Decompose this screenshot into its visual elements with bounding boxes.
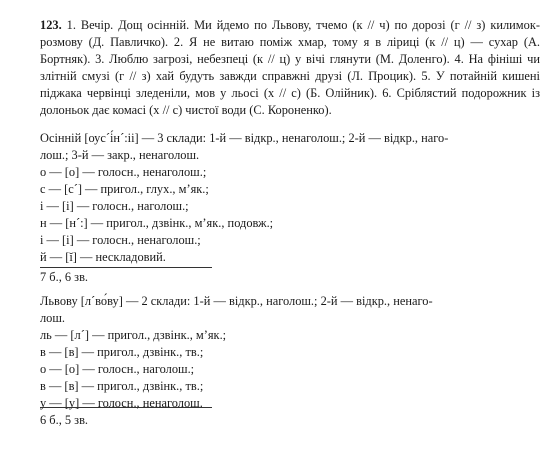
analysis-line: ль — [л´] — пригол., дзвінк., м’як.; (40, 328, 227, 342)
analysis-line: о — [о] — голосн., наголош.; (40, 362, 195, 376)
exercise-number: 123. (40, 18, 62, 32)
analysis-line: Львову [л´во́ву] — 2 склади: 1-й — відкр., наголош.; 2-й — відкр., ненаго- (40, 294, 433, 308)
analysis-line: у — [у] — голосн., ненаголош. (40, 396, 203, 410)
analysis-line: Осінній [оус´і́н´:іі] — 3 склади: 1-й — відкр., ненаголош.; 2-й — відкр., наго- (40, 131, 449, 145)
analysis-line: в — [в] — пригол., дзвінк., тв.; (40, 345, 204, 359)
analysis-line: с — [с´] — пригол., глух., м’як.; (40, 182, 209, 196)
analysis-line: лош.; 3-й — закр., ненаголош. (40, 148, 200, 162)
exercise-paragraph (40, 17, 540, 120)
analysis-line: і — [і] — голосн., ненаголош.; (40, 233, 201, 247)
exercise-text: 1. Вечір. Дощ осінній. Ми йдемо по Львову, тчемо (к // ч) по дорозі (г // з) килимок-розмову (Д. Павличко). 2. Я не витаю поміж хмар, тому я в ліриці (к // ц) — сухар (А. Бортняк). 3. Люблю загрозі, небезпеці (к // ц) у вічі глянути (М. Доленго). 4. На фініші чи злітній смузі (г // з) хай будуть завжди справжні друзі (Л. Процик). 5. У потайній кишені піджака червінці зледеніли, мов у льосі (х // с) (Б. Олійник). 6. Сріблястий подорожник із долоньок дає комасі (х // с) чистої води (С. Короненко). (40, 18, 540, 118)
summary-line: 7 б., 6 зв. (40, 270, 89, 284)
analysis-line: н — [н´:] — пригол., дзвінк., м’як., подовж.; (40, 216, 274, 230)
summary-line: 6 б., 5 зв. (40, 413, 89, 427)
divider-rule (40, 267, 212, 268)
analysis-line: і — [і] — голосн., наголош.; (40, 199, 189, 213)
analysis-line: о — [о] — голосн., ненаголош.; (40, 165, 207, 179)
analysis-line: в — [в] — пригол., дзвінк., тв.; (40, 379, 204, 393)
analysis-line: й — [ĭ] — нескладовий. (40, 250, 166, 264)
divider-rule (40, 407, 212, 408)
analysis-line: лош. (40, 311, 66, 325)
